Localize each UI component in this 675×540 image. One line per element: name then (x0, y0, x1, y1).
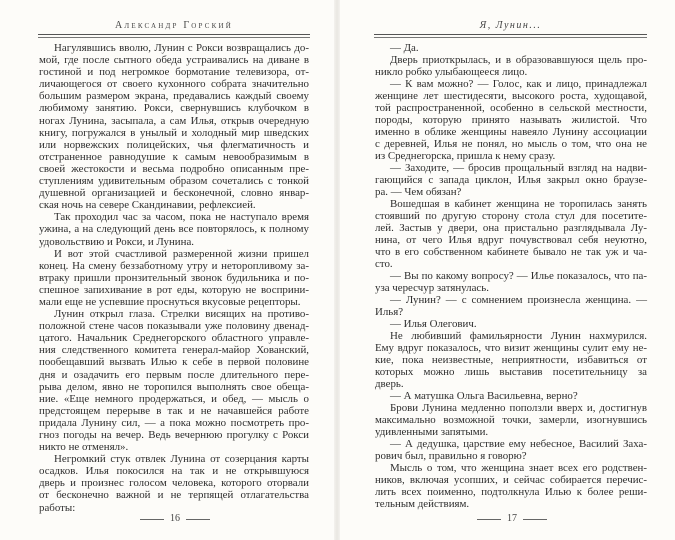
text-line: удовольствию и Рокси, и Лунина. (39, 235, 194, 248)
paragraph (375, 162, 647, 198)
text-line: которых можно лишь выставив посетительницу за (375, 366, 647, 378)
text-line: дверь и произнес голосом человека, которого оторвали (39, 477, 309, 490)
paragraph (39, 308, 309, 453)
text-line: — Вы по какому вопросу? — Илье показалось, что па- (390, 270, 647, 282)
text-line: Не любивший фамильярности Лунин нахмурился. (390, 330, 647, 342)
text-line: Ему вдруг показалось, что визит женщины сулит ему не- (375, 342, 647, 354)
page-number (140, 513, 210, 525)
text-line: — Илья Олегович. (390, 318, 477, 330)
text-line: конец. На смену беззаботному утру и неторопливому за- (39, 259, 309, 272)
text-line: от бесконечно важной и не терпящей отлагательства (39, 489, 309, 502)
text-line: — Лунин? — с сомнением произнесла женщина. — (390, 294, 647, 306)
text-line: спешное запихивание в рот еды, которую не восприни- (39, 283, 309, 296)
text-line: — Заходите, — бросив прощальный взгляд на надви- (390, 162, 647, 174)
paragraph (375, 438, 647, 462)
text-line: ская ночь на севере Скандинавии, рефлексией. (39, 199, 256, 212)
text-line: пообещавший вызвать Илью к себе в первой половине (39, 356, 309, 369)
text-line: большим размером экрана, предавались каждый своему (39, 90, 309, 103)
page-body (39, 42, 309, 514)
text-line: или норвежских полицейских, чья флегматичность и (39, 138, 309, 151)
paragraph (375, 402, 647, 438)
paragraph (375, 318, 647, 330)
paragraph (375, 54, 647, 78)
text-line: любимому занятию. Рокси, свернувшись клубочком в (39, 102, 309, 115)
text-line: Дверь приоткрылась, и в образовавшуюся щель про- (390, 54, 647, 66)
text-line: работы: (39, 501, 76, 514)
text-line: кие, пока неизвестные, неприятности, избавиться от (375, 354, 647, 366)
text-line: цатого. Начальник Среднегорского областного управле- (39, 332, 309, 345)
paragraph (39, 453, 309, 513)
header-rule (374, 34, 647, 35)
text-line: ников, включая усопших, и сейчас собирается перечис- (375, 474, 647, 486)
paragraph (375, 390, 647, 402)
text-line: — А дедушка, царствие ему небесное, Василий Заха- (390, 438, 647, 450)
text-line: мали еще не успевшие проснуться вкусовые рецепторы. (39, 295, 301, 308)
text-line: гающийся с запада циклон, Илья закрыл окно браузе- (375, 174, 647, 186)
text-line: именно в облике женщины навеяло Лунину ассоциации (375, 126, 647, 138)
text-line: гостиной и под негромкое бормотание телевизора, от- (39, 66, 309, 79)
text-line: ния следственного комитета генерал-майор Хованский, (39, 344, 309, 357)
folio-dash (186, 519, 210, 520)
text-line: Брови Лунина медленно поползли вверх и, достигнув (390, 402, 647, 414)
text-line: максимально возможной точки, замерли, изогнувшись (375, 414, 647, 426)
page-body (375, 42, 647, 510)
left-page (0, 0, 337, 540)
text-line: И вот этой счастливой размеренной жизни пришел (54, 247, 309, 260)
paragraph (375, 330, 647, 390)
text-line: ние. «Еще немного продержаться, и обед, — мысль о (39, 392, 309, 405)
paragraph (375, 78, 647, 162)
paragraph (375, 462, 647, 510)
text-line: рыва делом, явно не торопился выполнять свое обеща- (39, 380, 309, 393)
paragraph (39, 42, 309, 211)
text-line: Мысль о том, что женщина знает всех его родствен- (390, 462, 647, 474)
text-line: Вошедшая в кабинет женщина не торопилась занять (390, 198, 647, 210)
header-rule (38, 34, 310, 35)
text-line: Лунин открыл глаза. Стрелки висящих на противо- (54, 308, 309, 321)
text-line: книгу, погружался в унылый и холодный мир шведских (39, 126, 309, 139)
text-line: стоявший по другую сторону стола стул для посетите- (375, 210, 647, 222)
paragraph (375, 42, 647, 54)
text-line: Негромкий стук отвлек Лунина от созерцания карты (54, 453, 309, 466)
text-line: дня и озадачить его первым после длительного пере- (39, 368, 309, 381)
folio-dash (477, 519, 501, 520)
text-line: своей жестокости и весьма подробно описанным пре- (39, 162, 309, 175)
text-line: никто не отменял». (39, 441, 129, 454)
text-line: Нагулявшись вволю, Лунин с Рокси возвращались до- (54, 42, 309, 54)
text-line: сто. (375, 258, 393, 270)
text-line: дверь. (375, 378, 404, 390)
text-line: предстоящем перерыве в так и не начавшейся работе (39, 404, 309, 417)
text-line: ступлениям удивительным образом сочетались с тонкой (39, 175, 309, 188)
text-line: никло робко улыбающееся лицо. (375, 66, 528, 78)
text-line: Так проходил час за часом, пока не наступало время (54, 211, 309, 224)
text-line: мой, где после сытного обеда устраивались на диване в (39, 54, 309, 67)
text-line: той распространенной, особенно в сельской местности, (375, 102, 647, 114)
paragraph (375, 270, 647, 294)
text-line: втраку пришли пронзительный звонок будильника и по- (39, 271, 309, 284)
text-line: личающегося от своего кухонного собрата значительно (39, 78, 309, 91)
running-head-title: Я, Лунин... (479, 20, 542, 31)
text-line: — Да. (390, 42, 419, 54)
text-line: что в его собственном кабинете бывало не так уж и ча- (375, 246, 647, 258)
text-line: породы, которую принято называть жилистой. Что (375, 114, 647, 126)
text-line: осадков. Илья покосился на так и не открывшуюся (39, 465, 309, 478)
text-line: отстраненное равнодушие к самым невообразимым в (39, 150, 309, 163)
paragraph (39, 248, 309, 308)
text-line: удивленными запятыми. (375, 426, 489, 438)
text-line: Илья? (375, 306, 404, 318)
page-number (477, 513, 547, 525)
paragraph (375, 294, 647, 318)
paragraph (39, 211, 309, 247)
text-line: уза чересчур затянулась. (375, 282, 489, 294)
text-line: женщине лет шестидесяти, высокого роста, худощавой, (375, 90, 647, 102)
folio-dash (140, 519, 164, 520)
text-line: рович был, правильно я говорю? (375, 450, 527, 462)
text-line: с деревней, Илья не понял, но мысль о том, что она не (375, 138, 647, 150)
text-line: ужина, а на следующий день все повторялось, к полному (39, 223, 309, 236)
text-line: лить всех поименно, подтолкнула Илью к более реши- (375, 486, 647, 498)
folio-dash (523, 519, 547, 520)
text-line: придала Лунину сил, — а пока можно посмотреть про- (39, 416, 309, 429)
text-line: нина, от чего Илья вдруг почувствовал себя неуютно, (375, 234, 647, 246)
text-line: ногах Лунина, засыпала, а сам Илья, открыв очередную (39, 114, 309, 127)
text-line: гноз погоды на вечер. Ведь вечернюю прогулку с Рокси (39, 429, 309, 441)
text-line: тельным действиям. (375, 498, 470, 510)
text-line: из Среднегорска, пришла к нему сразу. (375, 150, 556, 162)
page-number-text: 17 (507, 513, 517, 524)
text-line: ра. — Чем обязан? (375, 186, 462, 198)
running-head-author: Александр Горский (114, 20, 233, 31)
right-page (337, 0, 675, 540)
text-line: — К вам можно? — Голос, как и лицо, принадлежал (390, 78, 647, 90)
paragraph (375, 198, 647, 270)
text-line: положной стене часов показывали уже половину двенад- (39, 320, 309, 333)
text-line: душевной организацией и бесконечной, словно январ- (39, 187, 309, 200)
text-line: лей. Застыв у двери, она пристально разглядывала Лу- (375, 222, 647, 234)
text-line: — А матушка Ольга Васильевна, верно? (390, 390, 578, 402)
page-number-text: 16 (170, 513, 180, 524)
